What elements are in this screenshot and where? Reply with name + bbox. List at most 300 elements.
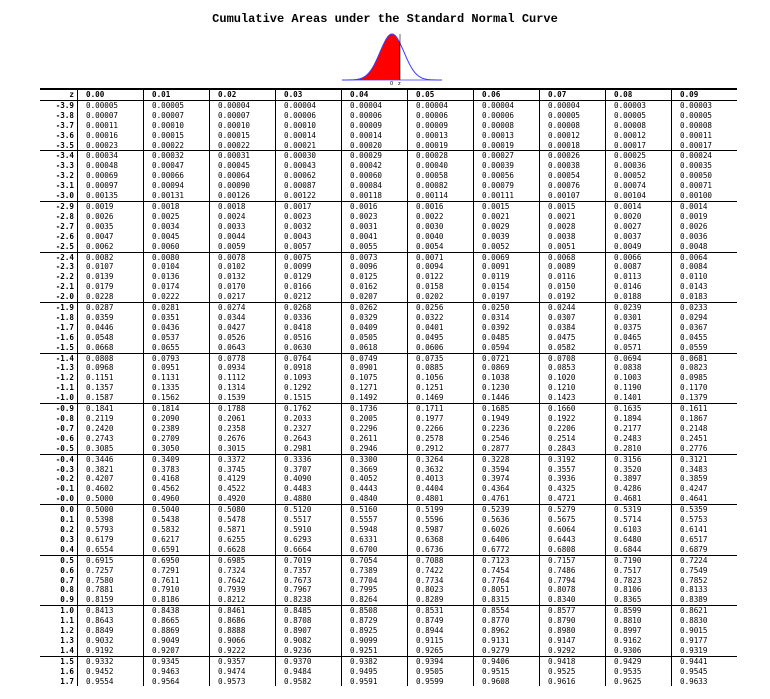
- cell-value: 0.1762: [276, 404, 342, 414]
- cell-value: 0.0048: [672, 242, 738, 252]
- cell-value: 0.9049: [144, 636, 210, 646]
- cell-value: 0.5910: [276, 525, 342, 535]
- cell-value: 0.1056: [408, 373, 474, 383]
- z-value: -1.7: [55, 322, 74, 332]
- cell-value: 0.7642: [210, 576, 276, 586]
- cell-value: 0.0823: [672, 363, 738, 373]
- cell-value: 0.1271: [342, 383, 408, 393]
- cell-value: 0.00062: [276, 171, 342, 181]
- cell-value: 0.00006: [408, 111, 474, 121]
- cell-value: 0.00111: [474, 191, 540, 201]
- cell-value: 0.0047: [78, 232, 144, 242]
- cell-value: 0.9319: [672, 646, 738, 656]
- cell-value: 0.7673: [276, 576, 342, 586]
- cell-value: 0.3974: [474, 474, 540, 484]
- cell-value: 0.00004: [540, 100, 606, 110]
- cell-value: 0.00084: [342, 181, 408, 191]
- z-value: -1.8: [55, 312, 74, 322]
- cell-value: 0.5753: [672, 515, 738, 525]
- cell-value: 0.0336: [276, 313, 342, 323]
- cell-value: 0.00007: [78, 111, 144, 121]
- cell-value: 0.0031: [342, 222, 408, 232]
- cell-value: 0.1151: [78, 373, 144, 383]
- cell-value: 0.9099: [342, 636, 408, 646]
- cell-value: 0.8980: [540, 626, 606, 636]
- cell-value: 0.0110: [672, 272, 738, 282]
- cell-value: 0.1423: [540, 393, 606, 403]
- cell-value: 0.1379: [672, 393, 738, 403]
- cell-value: 0.00028: [408, 151, 474, 161]
- cell-value: 0.0015: [540, 201, 606, 211]
- cell-value: 0.8830: [672, 616, 738, 626]
- cell-value: 0.3632: [408, 465, 474, 475]
- cell-value: 0.0735: [408, 353, 474, 363]
- cell-value: 0.5793: [78, 525, 144, 535]
- cell-value: 0.2266: [408, 424, 474, 434]
- cell-value: 0.4483: [276, 484, 342, 494]
- cell-value: 0.4168: [144, 474, 210, 484]
- table-row: [40, 272, 737, 282]
- cell-value: 0.0062: [78, 242, 144, 252]
- cell-value: 0.6591: [144, 545, 210, 555]
- cell-value: 0.00094: [144, 181, 210, 191]
- z-value: 0.6: [60, 565, 74, 575]
- column-header: 0.05: [408, 89, 474, 100]
- cell-value: 0.0239: [606, 303, 672, 313]
- cell-value: 0.0708: [540, 353, 606, 363]
- cell-value: 0.00020: [342, 141, 408, 151]
- cell-value: 0.8729: [342, 616, 408, 626]
- cell-value: 0.7939: [210, 585, 276, 595]
- z-value: -1.9: [55, 303, 74, 313]
- cell-value: 0.00131: [144, 191, 210, 201]
- cell-value: 0.8708: [276, 616, 342, 626]
- cell-value: 0.2743: [78, 434, 144, 444]
- cell-value: 0.9066: [210, 636, 276, 646]
- z-value: -2.8: [55, 211, 74, 221]
- cell-value: 0.00087: [276, 181, 342, 191]
- cell-value: 0.2090: [144, 414, 210, 424]
- z-value: -0.9: [55, 404, 74, 414]
- cell-value: 0.8340: [540, 595, 606, 605]
- cell-value: 0.8461: [210, 606, 276, 616]
- cell-value: 0.0606: [408, 343, 474, 353]
- cell-value: 0.4960: [144, 494, 210, 504]
- cell-value: 0.5000: [78, 494, 144, 504]
- cell-value: 0.00008: [474, 121, 540, 131]
- cell-value: 0.6808: [540, 545, 606, 555]
- cell-value: 0.2611: [342, 434, 408, 444]
- cell-value: 0.9357: [210, 656, 276, 666]
- cell-value: 0.00010: [144, 121, 210, 131]
- cell-value: 0.0228: [78, 292, 144, 302]
- cell-value: 0.2177: [606, 424, 672, 434]
- cell-value: 0.6141: [672, 525, 738, 535]
- cell-value: 0.3594: [474, 465, 540, 475]
- cell-value: 0.7019: [276, 555, 342, 565]
- cell-value: 0.2709: [144, 434, 210, 444]
- cell-value: 0.7157: [540, 555, 606, 565]
- cell-value: 0.2546: [474, 434, 540, 444]
- cell-value: 0.0344: [210, 313, 276, 323]
- cell-value: 0.0485: [474, 333, 540, 343]
- cell-value: 0.3897: [606, 474, 672, 484]
- cell-value: 0.0027: [606, 222, 672, 232]
- cell-value: 0.9279: [474, 646, 540, 656]
- cell-value: 0.00038: [540, 161, 606, 171]
- cell-value: 0.3783: [144, 465, 210, 475]
- cell-value: 0.0359: [78, 313, 144, 323]
- cell-value: 0.9162: [606, 636, 672, 646]
- column-header: 0.00: [78, 89, 144, 100]
- cell-value: 0.0793: [144, 353, 210, 363]
- cell-value: 0.0262: [342, 303, 408, 313]
- cell-value: 0.1949: [474, 414, 540, 424]
- cell-value: 0.1357: [78, 383, 144, 393]
- table-row: [40, 525, 737, 535]
- cell-value: 0.00023: [78, 141, 144, 151]
- cell-value: 0.6628: [210, 545, 276, 555]
- z-value: -2.3: [55, 262, 74, 272]
- z-value: 1.3: [60, 635, 74, 645]
- cell-value: 0.1587: [78, 393, 144, 403]
- cell-value: 0.0113: [606, 272, 672, 282]
- cell-value: 0.8389: [672, 595, 738, 605]
- cell-value: 0.0721: [474, 353, 540, 363]
- cell-value: 0.5832: [144, 525, 210, 535]
- z-value: -0.0: [40, 494, 78, 504]
- cell-value: 0.1020: [540, 373, 606, 383]
- cell-value: 0.0039: [474, 232, 540, 242]
- cell-value: 0.00015: [210, 131, 276, 141]
- table-row: [40, 262, 737, 272]
- cell-value: 0.0885: [408, 363, 474, 373]
- cell-value: 0.6406: [474, 535, 540, 545]
- cell-value: 0.0951: [144, 363, 210, 373]
- cell-value: 0.2843: [540, 444, 606, 454]
- cell-value: 0.0179: [78, 282, 144, 292]
- column-header: 0.09: [672, 89, 738, 100]
- table-row: [40, 454, 737, 464]
- cell-value: 0.9406: [474, 656, 540, 666]
- table-row: [40, 555, 737, 565]
- cell-value: 0.9306: [606, 646, 672, 656]
- cell-value: 0.00050: [672, 171, 738, 181]
- z-value: -1.6: [55, 332, 74, 342]
- cell-value: 0.1401: [606, 393, 672, 403]
- cell-value: 0.0037: [606, 232, 672, 242]
- cell-value: 0.9032: [78, 636, 144, 646]
- cell-value: 0.6772: [474, 545, 540, 555]
- cell-value: 0.00019: [408, 141, 474, 151]
- cell-value: 0.00019: [474, 141, 540, 151]
- cell-value: 0.0853: [540, 363, 606, 373]
- cell-value: 0.00006: [342, 111, 408, 121]
- cell-value: 0.00010: [276, 121, 342, 131]
- cell-value: 0.2206: [540, 424, 606, 434]
- cell-value: 0.3372: [210, 454, 276, 464]
- cell-value: 0.3228: [474, 454, 540, 464]
- cell-value: 0.00006: [474, 111, 540, 121]
- cell-value: 0.3336: [276, 454, 342, 464]
- cell-value: 0.9463: [144, 667, 210, 677]
- cell-value: 0.7764: [474, 576, 540, 586]
- column-header: 0.04: [342, 89, 408, 100]
- cell-value: 0.2119: [78, 414, 144, 424]
- cell-value: 0.00010: [210, 121, 276, 131]
- cell-value: 0.6368: [408, 535, 474, 545]
- cell-value: 0.0465: [606, 333, 672, 343]
- table-row: [40, 141, 737, 151]
- cell-value: 0.4562: [144, 484, 210, 494]
- cell-value: 0.4404: [408, 484, 474, 494]
- cell-value: 0.0025: [144, 212, 210, 222]
- cell-value: 0.00076: [540, 181, 606, 191]
- cell-value: 0.0018: [210, 201, 276, 211]
- cell-value: 0.0054: [408, 242, 474, 252]
- table-row: [40, 444, 737, 454]
- cell-value: 0.2061: [210, 414, 276, 424]
- cell-value: 0.1492: [342, 393, 408, 403]
- cell-value: 0.0091: [474, 262, 540, 272]
- cell-value: 0.9192: [78, 646, 144, 656]
- cell-value: 0.6179: [78, 535, 144, 545]
- cell-value: 0.8133: [672, 585, 738, 595]
- cell-value: 0.00104: [606, 191, 672, 201]
- z-value: -3.0: [40, 191, 78, 201]
- cell-value: 0.0035: [78, 222, 144, 232]
- z-value: -0.3: [55, 464, 74, 474]
- cell-value: 0.00045: [210, 161, 276, 171]
- z-table: [40, 88, 737, 686]
- cell-value: 0.2643: [276, 434, 342, 444]
- cell-value: 0.1736: [342, 404, 408, 414]
- table-row: [40, 585, 737, 595]
- cell-value: 0.5279: [540, 505, 606, 515]
- cell-value: 0.1711: [408, 404, 474, 414]
- cell-value: 0.7291: [144, 566, 210, 576]
- cell-value: 0.2483: [606, 434, 672, 444]
- cell-value: 0.0322: [408, 313, 474, 323]
- cell-value: 0.0024: [210, 212, 276, 222]
- cell-value: 0.00135: [78, 191, 144, 201]
- cell-value: 0.0014: [672, 201, 738, 211]
- cell-value: 0.0918: [276, 363, 342, 373]
- cell-value: 0.7224: [672, 555, 738, 565]
- cell-value: 0.2451: [672, 434, 738, 444]
- cell-value: 0.00056: [474, 171, 540, 181]
- cell-value: 0.9441: [672, 656, 738, 666]
- cell-value: 0.7995: [342, 585, 408, 595]
- cell-value: 0.0089: [540, 262, 606, 272]
- table-row: [40, 292, 737, 302]
- cell-value: 0.8554: [474, 606, 540, 616]
- z-value: -1.0: [40, 393, 78, 403]
- cell-value: 0.3121: [672, 454, 738, 464]
- cell-value: 0.0057: [276, 242, 342, 252]
- cell-value: 0.8944: [408, 626, 474, 636]
- cell-value: 0.00008: [672, 121, 738, 131]
- table-row: [40, 323, 737, 333]
- cell-value: 0.3015: [210, 444, 276, 454]
- cell-value: 0.8289: [408, 595, 474, 605]
- cell-value: 0.4443: [342, 484, 408, 494]
- z-value: -1.4: [55, 353, 74, 363]
- cell-value: 0.3300: [342, 454, 408, 464]
- table-row: [40, 424, 737, 434]
- cell-value: 0.00090: [210, 181, 276, 191]
- cell-value: 0.6255: [210, 535, 276, 545]
- cell-value: 0.8869: [144, 626, 210, 636]
- table-row: [40, 484, 737, 494]
- cell-value: 0.8508: [342, 606, 408, 616]
- table-row: [40, 171, 737, 181]
- cell-value: 0.00126: [210, 191, 276, 201]
- cell-value: 0.9505: [408, 667, 474, 677]
- cell-value: 0.4325: [540, 484, 606, 494]
- z-value: -3.1: [55, 181, 74, 191]
- cell-value: 0.0029: [474, 222, 540, 232]
- cell-value: 0.1003: [606, 373, 672, 383]
- cell-value: 0.9332: [78, 656, 144, 666]
- cell-value: 0.00008: [540, 121, 606, 131]
- cell-value: 0.0329: [342, 313, 408, 323]
- cell-value: 0.7389: [342, 566, 408, 576]
- cell-value: 0.4761: [474, 494, 540, 504]
- cell-value: 0.0116: [540, 272, 606, 282]
- cell-value: 0.00032: [144, 151, 210, 161]
- cell-value: 0.00004: [408, 100, 474, 110]
- cell-value: 0.3557: [540, 465, 606, 475]
- column-header: 0.02: [210, 89, 276, 100]
- cell-value: 0.2420: [78, 424, 144, 434]
- cell-value: 0.0073: [342, 252, 408, 262]
- cell-value: 0.8159: [78, 595, 144, 605]
- cell-value: 0.7823: [606, 576, 672, 586]
- cell-value: 0.00011: [672, 131, 738, 141]
- cell-value: 0.8413: [78, 606, 144, 616]
- cell-value: 0.5714: [606, 515, 672, 525]
- table-row: [40, 191, 737, 201]
- table-row: [40, 515, 737, 525]
- cell-value: 0.00018: [540, 141, 606, 151]
- cell-value: 0.0049: [606, 242, 672, 252]
- cell-value: 0.6480: [606, 535, 672, 545]
- cell-value: 0.1292: [276, 383, 342, 393]
- table-row: [40, 373, 737, 383]
- cell-value: 0.0139: [78, 272, 144, 282]
- cell-value: 0.4920: [210, 494, 276, 504]
- cell-value: 0.3409: [144, 454, 210, 464]
- cell-value: 0.0778: [210, 353, 276, 363]
- z-value: -2.4: [55, 252, 74, 262]
- cell-value: 0.4801: [408, 494, 474, 504]
- cell-value: 0.7123: [474, 555, 540, 565]
- cell-value: 0.00014: [276, 131, 342, 141]
- z-value: 1.4: [40, 646, 78, 656]
- z-value: -0.2: [55, 474, 74, 484]
- cell-value: 0.1539: [210, 393, 276, 403]
- cell-value: 0.0017: [276, 201, 342, 211]
- cell-value: 0.0294: [672, 313, 738, 323]
- table-row: [40, 333, 737, 343]
- cell-value: 0.00122: [276, 191, 342, 201]
- table-row: [40, 414, 737, 424]
- table-row: [40, 505, 737, 515]
- cell-value: 0.0051: [540, 242, 606, 252]
- cell-value: 0.5438: [144, 515, 210, 525]
- cell-value: 0.1562: [144, 393, 210, 403]
- cell-value: 0.0055: [342, 242, 408, 252]
- cell-value: 0.0455: [672, 333, 738, 343]
- shaded-area: [342, 34, 400, 80]
- cell-value: 0.00022: [210, 141, 276, 151]
- cell-value: 0.8531: [408, 606, 474, 616]
- cell-value: 0.7088: [408, 555, 474, 565]
- cell-value: 0.6915: [78, 555, 144, 565]
- cell-value: 0.6293: [276, 535, 342, 545]
- cell-value: 0.8925: [342, 626, 408, 636]
- cell-value: 0.7881: [78, 585, 144, 595]
- cell-value: 0.00024: [672, 151, 738, 161]
- cell-value: 0.4602: [78, 484, 144, 494]
- cell-value: 0.00011: [78, 121, 144, 131]
- cell-value: 0.0143: [672, 282, 738, 292]
- cell-value: 0.4880: [276, 494, 342, 504]
- cell-value: 0.00058: [408, 171, 474, 181]
- cell-value: 0.00042: [342, 161, 408, 171]
- cell-value: 0.5675: [540, 515, 606, 525]
- cell-value: 0.9394: [408, 656, 474, 666]
- table-row: [40, 151, 737, 161]
- z-value: -3.2: [55, 171, 74, 181]
- cell-value: 0.5557: [342, 515, 408, 525]
- cell-value: 0.00005: [144, 100, 210, 110]
- cell-value: 0.00079: [474, 181, 540, 191]
- table-row: [40, 131, 737, 141]
- table-row: [40, 393, 737, 403]
- cell-value: 0.0274: [210, 303, 276, 313]
- cell-value: 0.0015: [474, 201, 540, 211]
- cell-value: 0.9554: [78, 677, 144, 687]
- cell-value: 0.9251: [342, 646, 408, 656]
- cell-value: 0.0034: [144, 222, 210, 232]
- z-value: -0.5: [40, 444, 78, 454]
- cell-value: 0.8907: [276, 626, 342, 636]
- cell-value: 0.2148: [672, 424, 738, 434]
- table-row: [40, 616, 737, 626]
- cell-value: 0.0016: [342, 201, 408, 211]
- cell-value: 0.00064: [210, 171, 276, 181]
- cell-value: 0.0040: [408, 232, 474, 242]
- cell-value: 0.6064: [540, 525, 606, 535]
- cell-value: 0.5596: [408, 515, 474, 525]
- cell-value: 0.00026: [540, 151, 606, 161]
- table-row: [40, 566, 737, 576]
- cell-value: 0.9535: [606, 667, 672, 677]
- cell-value: 0.0401: [408, 323, 474, 333]
- cell-value: 0.0052: [474, 242, 540, 252]
- cell-value: 0.00034: [78, 151, 144, 161]
- cell-value: 0.0158: [408, 282, 474, 292]
- cell-value: 0.0033: [210, 222, 276, 232]
- cell-value: 0.3085: [78, 444, 144, 454]
- z-value: -3.6: [55, 130, 74, 140]
- cell-value: 0.4013: [408, 474, 474, 484]
- z-value: -3.4: [55, 151, 74, 161]
- cell-value: 0.00043: [276, 161, 342, 171]
- cell-value: 0.0016: [408, 201, 474, 211]
